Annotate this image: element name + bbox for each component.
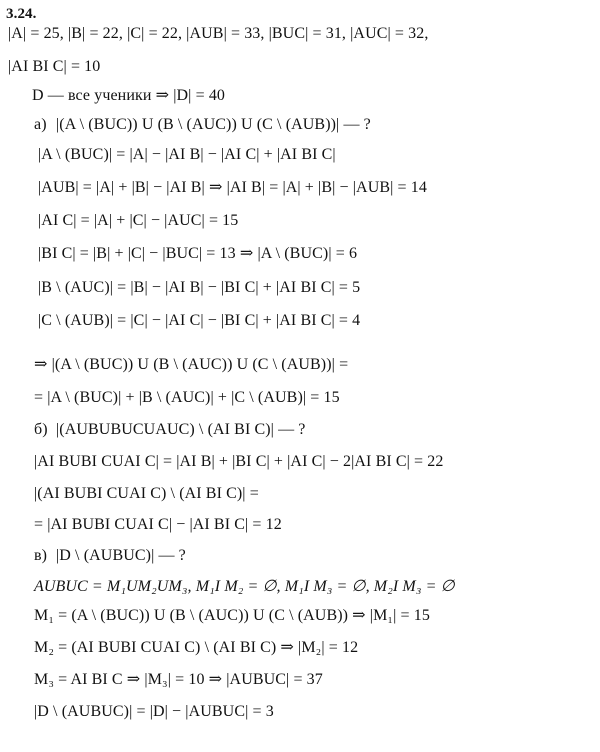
part-b-step-2: |(AI BUBI CUAI C) \ (AI BI C)| = [34,485,259,502]
part-a-step-2: |AUB| = |A| + |B| − |AI B| ⇒ |AI B| = |A| + |B| − |AUB| = 14 [38,179,427,196]
part-c-label: в) [34,547,48,564]
part-b-question: |(AUBUBUCUAUC) \ (AI BI C)| — ? [56,421,306,438]
part-c-step-2: M₁ = (A \ (BUC)) U (B \ (AUC)) U (C \ (AUB)) ⇒ |M₁| = 15 [34,607,430,624]
part-c-step-5: |D \ (AUBUC)| = |D| − |AUBUC| = 3 [34,703,274,720]
given-values-line-2: |AI BI C| = 10 [8,58,101,75]
part-a-step-7: ⇒ |(A \ (BUC)) U (B \ (AUC)) U (C \ (AUB))| = [34,356,349,373]
part-a-step-6: |C \ (AUB)| = |C| − |AI C| − |BI C| + |AI BI C| = 4 [38,312,361,329]
part-a-label: а) [34,116,47,133]
part-b-step-1: |AI BUBI CUAI C| = |AI B| + |BI C| + |AI C| − 2|AI BI C| = 22 [34,453,444,470]
part-b-label: б) [34,421,48,438]
part-a-question: |(A \ (BUC)) U (B \ (AUC)) U (C \ (AUB))| — ? [56,116,371,133]
part-b-step-3: = |AI BUBI CUAI C| − |AI BI C| = 12 [34,516,282,533]
part-a-step-4: |BI C| = |B| + |C| − |BUC| = 13 ⇒ |A \ (BUC)| = 6 [38,245,358,262]
part-c-step-1: AUBUC = M₁UM₂UM₃, M₁I M₂ = ∅, M₁I M₃ = ∅, M₂I M₃ = ∅ [34,578,455,595]
part-a-step-5: |B \ (AUC)| = |B| − |AI B| − |BI C| + |AI BI C| = 5 [38,279,361,296]
part-c-step-3: M₂ = (AI BUBI CUAI C) \ (AI BI C) ⇒ |M₂| = 12 [34,639,359,656]
part-a-step-3: |AI C| = |A| + |C| − |AUC| = 15 [38,212,239,229]
part-c-step-4: M₃ = AI BI C ⇒ |M₃| = 10 ⇒ |AUBUC| = 37 [34,671,323,688]
part-a-step-8: = |A \ (BUC)| + |B \ (AUC)| + |C \ (AUB)| = 15 [34,389,340,406]
universe-definition: D — все ученики ⇒ |D| = 40 [32,87,226,104]
given-values-line-1: |A| = 25, |B| = 22, |C| = 22, |AUB| = 33, |BUC| = 31, |AUC| = 32, [8,25,429,42]
problem-number: 3.24. [6,6,37,22]
part-c-question: |D \ (AUBUC)| — ? [56,547,186,564]
part-a-step-1: |A \ (BUC)| = |A| − |AI B| − |AI C| + |AI BI C| [38,146,336,163]
